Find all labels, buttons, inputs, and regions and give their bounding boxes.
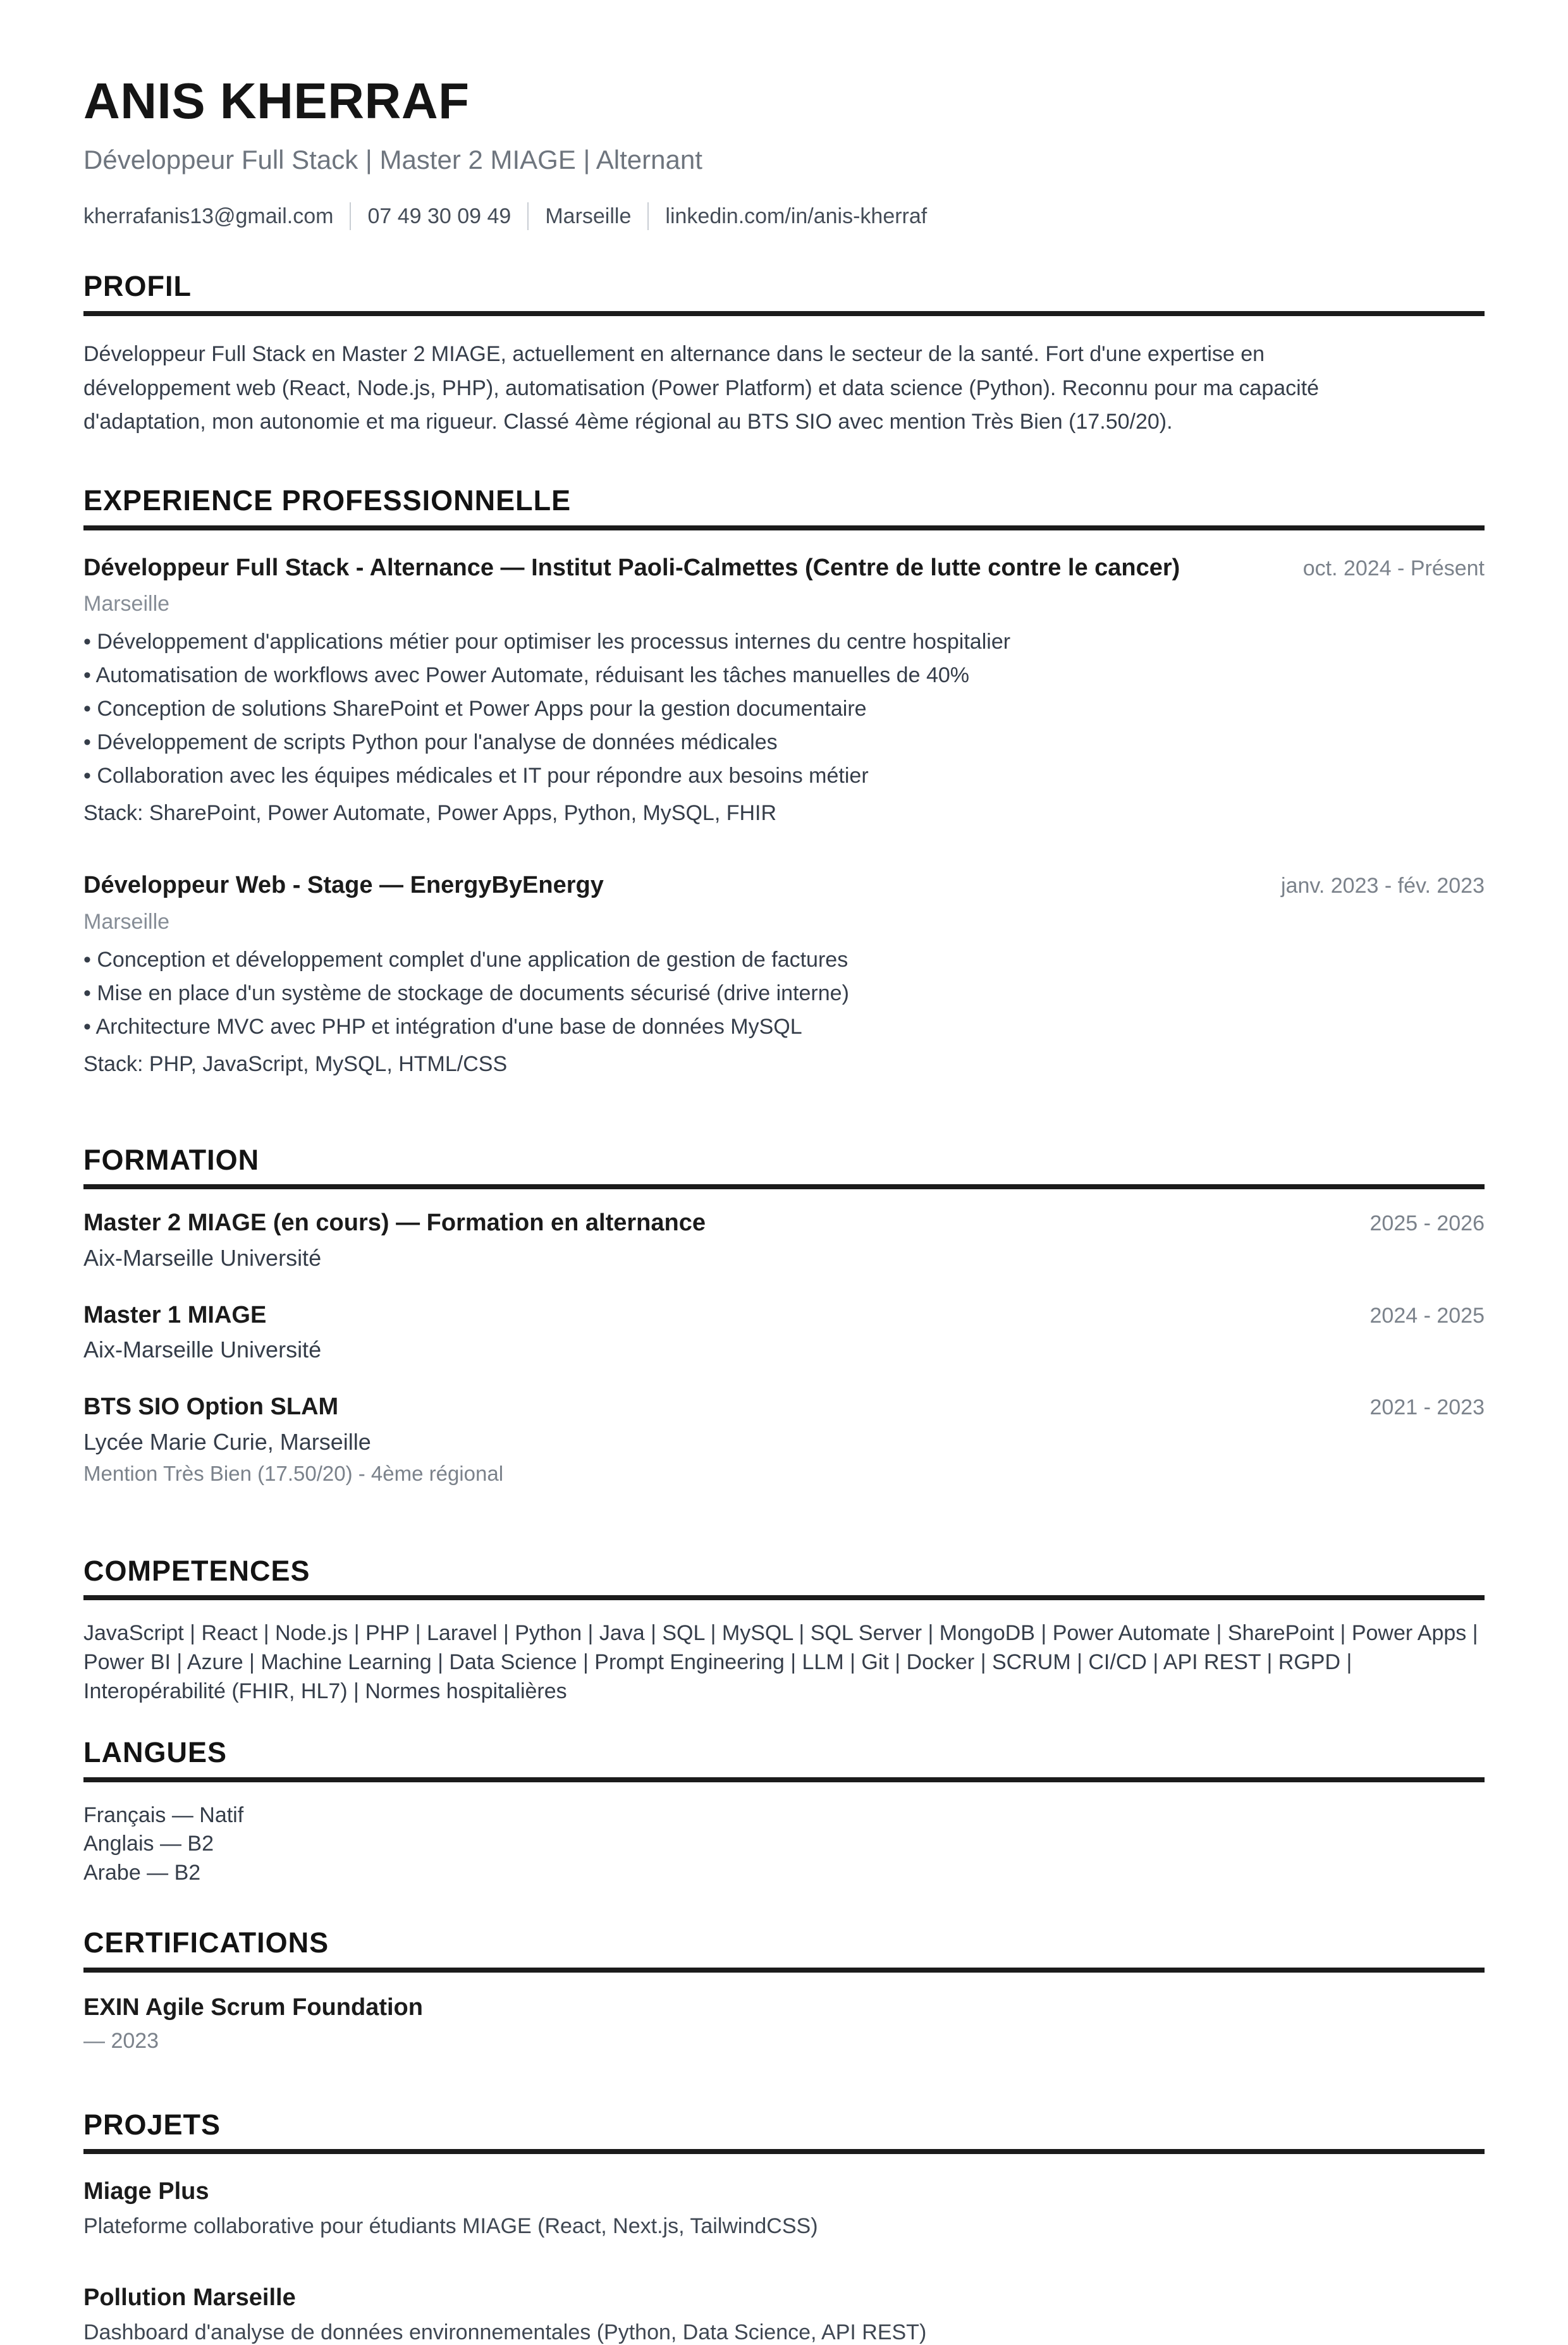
job-stack: Stack: SharePoint, Power Automate, Power Apps, Python, MySQL, FHIR bbox=[83, 801, 777, 826]
education-school: Aix-Marseille Université bbox=[83, 1337, 322, 1363]
section-heading-profil: PROFIL bbox=[83, 270, 192, 303]
section-rule bbox=[83, 1184, 1485, 1189]
section-competences bbox=[83, 1555, 1485, 1706]
education-header bbox=[83, 1301, 1485, 1331]
education-header bbox=[83, 1392, 1485, 1423]
job-title: Développeur Full Stack - Alternance — Institut Paoli-Calmettes (Centre de lutte contre le cancer) bbox=[83, 554, 1180, 581]
certification-entry bbox=[83, 1994, 1485, 2054]
section-formation bbox=[83, 1144, 1485, 1486]
education-entry bbox=[83, 1392, 1485, 1486]
education-school: Aix-Marseille Université bbox=[83, 1244, 322, 1271]
job-header bbox=[83, 871, 1485, 901]
job-bullet: • Architecture MVC avec PHP et intégration d'une base de données MySQL bbox=[83, 1010, 1485, 1044]
language-item: Arabe — B2 bbox=[83, 1861, 201, 1885]
job-dates: janv. 2023 - fév. 2023 bbox=[1281, 874, 1485, 898]
education-header bbox=[83, 1208, 1485, 1239]
section-heading-langues: LANGUES bbox=[83, 1736, 228, 1769]
project-description: Dashboard d'analyse de données environnementales (Python, Data Science, API REST) bbox=[83, 2320, 927, 2345]
resume-header bbox=[83, 75, 1485, 230]
job-entry bbox=[83, 553, 1485, 831]
contact-location: Marseille bbox=[545, 204, 632, 228]
job-bullet: • Conception de solutions SharePoint et Power Apps pour la gestion documentaire bbox=[83, 692, 1485, 726]
job-header bbox=[83, 553, 1485, 584]
section-rule bbox=[83, 2149, 1485, 2154]
education-title: BTS SIO Option SLAM bbox=[83, 1393, 339, 1421]
language-item: Anglais — B2 bbox=[83, 1832, 214, 1856]
profil-text: Développeur Full Stack en Master 2 MIAGE, actuellement en alternance dans le secteur de la santé. Fort d'une expertise en développement web (React, Node.js, PHP), automatisation (Power Platform) et data science (Python). Reconnu pour ma capacité d'adaptation, mon autonomie et ma rigueur. Classé 4ème régional au BTS SIO avec mention Très Bien (17.50/20). bbox=[83, 341, 1320, 434]
skills-text: JavaScript | React | Node.js | PHP | Laravel | Python | Java | SQL | MySQL | SQL Server | MongoDB | Power Automate | SharePoint | Power Apps | Power BI | Azure | Machine Learning | Data Science | Prompt Engineering | LLM | Git | Docker | SCRUM | CI/CD | API REST | RGPD | Interopérabilité (FHIR, HL7) | Normes hospitalières bbox=[83, 1621, 1478, 1704]
contact-row bbox=[83, 202, 1485, 230]
section-heading-competences: COMPETENCES bbox=[83, 1554, 310, 1587]
section-rule bbox=[83, 525, 1485, 530]
education-dates: 2024 - 2025 bbox=[1369, 1303, 1485, 1328]
section-rule bbox=[83, 311, 1485, 316]
education-entry bbox=[83, 1301, 1485, 1364]
project-title: Miage Plus bbox=[83, 2178, 209, 2205]
job-entry bbox=[83, 871, 1485, 1081]
person-title: Développeur Full Stack | Master 2 MIAGE | Alternant bbox=[83, 145, 702, 174]
language-item: Français — Natif bbox=[83, 1803, 244, 1827]
section-heading-projets: PROJETS bbox=[83, 2108, 221, 2141]
section-heading-formation: FORMATION bbox=[83, 1143, 260, 1176]
job-bullets bbox=[83, 625, 1485, 793]
certification-date: — 2023 bbox=[83, 2028, 159, 2053]
job-location: Marseille bbox=[83, 909, 170, 934]
project-title: Pollution Marseille bbox=[83, 2284, 296, 2311]
job-bullets bbox=[83, 943, 1485, 1044]
section-profil bbox=[83, 271, 1485, 439]
project-entry bbox=[83, 2284, 1485, 2345]
section-projets bbox=[83, 2109, 1485, 2345]
education-title: Master 1 MIAGE bbox=[83, 1301, 267, 1328]
contact-phone: 07 49 30 09 49 bbox=[367, 204, 511, 228]
job-bullet: • Collaboration avec les équipes médicales et IT pour répondre aux besoins métier bbox=[83, 759, 1485, 793]
job-location: Marseille bbox=[83, 592, 170, 616]
job-bullet: • Développement de scripts Python pour l'analyse de données médicales bbox=[83, 726, 1485, 759]
person-name: ANIS KHERRAF bbox=[83, 73, 470, 129]
education-school: Lycée Marie Curie, Marseille bbox=[83, 1428, 371, 1455]
contact-email: kherrafanis13@gmail.com bbox=[83, 204, 334, 228]
education-title: Master 2 MIAGE (en cours) — Formation en alternance bbox=[83, 1209, 706, 1237]
project-entry bbox=[83, 2178, 1485, 2239]
section-rule bbox=[83, 1968, 1485, 1973]
project-description: Plateforme collaborative pour étudiants MIAGE (React, Next.js, TailwindCSS) bbox=[83, 2214, 818, 2239]
education-entry bbox=[83, 1208, 1485, 1271]
section-rule bbox=[83, 1777, 1485, 1782]
certification-title: EXIN Agile Scrum Foundation bbox=[83, 1993, 423, 2021]
job-dates: oct. 2024 - Présent bbox=[1302, 556, 1485, 580]
contact-separator bbox=[527, 202, 529, 230]
section-experience bbox=[83, 485, 1485, 1081]
job-bullet: • Mise en place d'un système de stockage de documents sécurisé (drive interne) bbox=[83, 977, 1485, 1010]
contact-linkedin: linkedin.com/in/anis-kherraf bbox=[665, 204, 928, 228]
job-bullet: • Conception et développement complet d'une application de gestion de factures bbox=[83, 943, 1485, 977]
education-note: Mention Très Bien (17.50/20) - 4ème régional bbox=[83, 1461, 504, 1485]
section-heading-certifications: CERTIFICATIONS bbox=[83, 1926, 329, 1959]
job-bullet: • Automatisation de workflows avec Power Automate, réduisant les tâches manuelles de 40% bbox=[83, 659, 1485, 692]
section-langues bbox=[83, 1737, 1485, 1888]
section-rule bbox=[83, 1595, 1485, 1600]
contact-separator bbox=[350, 202, 351, 230]
job-title: Développeur Web - Stage — EnergyByEnergy bbox=[83, 872, 604, 899]
language-list bbox=[83, 1801, 1485, 1889]
education-dates: 2021 - 2023 bbox=[1369, 1395, 1485, 1420]
contact-separator bbox=[647, 202, 649, 230]
section-heading-experience: EXPERIENCE PROFESSIONNELLE bbox=[83, 484, 572, 517]
job-bullet: • Développement d'applications métier pour optimiser les processus internes du centre hospitalier bbox=[83, 625, 1485, 659]
education-dates: 2025 - 2026 bbox=[1369, 1211, 1485, 1236]
job-stack: Stack: PHP, JavaScript, MySQL, HTML/CSS bbox=[83, 1051, 508, 1076]
section-certifications bbox=[83, 1927, 1485, 2054]
